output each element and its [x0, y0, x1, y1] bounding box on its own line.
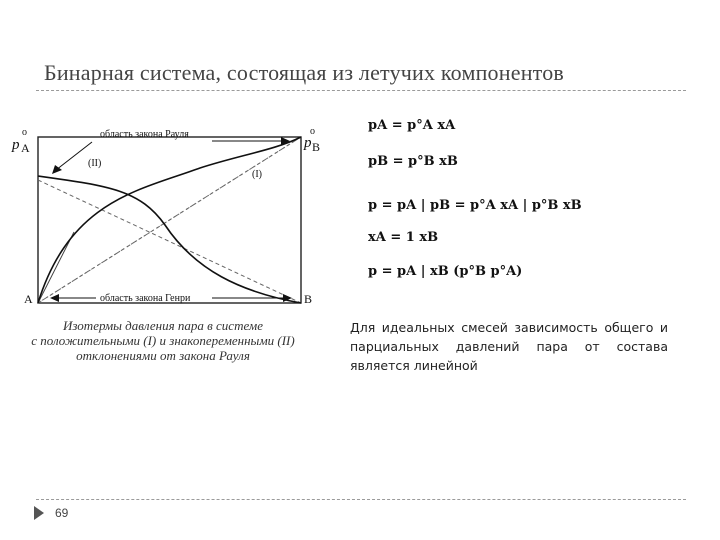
label-pB-deg: o [310, 126, 315, 137]
henry-arrow-left-head [50, 294, 59, 302]
ideal-mixture-note: Для идеальных смесей зависимость общего и парциальных давлений пара от состава является линейной [350, 320, 668, 373]
formula-pA: pA = p°A xA [368, 118, 456, 133]
label-pA: p [12, 137, 20, 153]
label-pA-deg: o [22, 127, 27, 138]
curve-II-pA [38, 176, 301, 303]
label-B: B [304, 292, 313, 306]
slide-title: Бинарная система, состоящая из летучих компонентов [44, 60, 564, 85]
curve-I-label: (I) [252, 169, 262, 180]
henry-region-label: область закона Генри [100, 293, 191, 304]
raoult-region-label: область закона Рауля [100, 129, 189, 140]
page-arrow-icon [34, 506, 44, 520]
caption-line: Изотермы давления пара в системе [63, 318, 263, 333]
curve-II-label: (II) [88, 158, 102, 169]
caption-line: с положительными (I) и знакопеременными (II) [31, 333, 295, 348]
label-pB-sub: B [312, 140, 321, 154]
caption-line: отклонениями от закона Рауля [76, 348, 250, 363]
formula-xA: xA = 1 xB [368, 230, 439, 245]
page-number: 69 [55, 506, 69, 520]
footer-divider [36, 499, 686, 500]
label-pA-sub: A [21, 141, 30, 155]
label-pB: p [304, 135, 312, 151]
raoult-pointer-line [56, 142, 92, 170]
diagram-caption [8, 318, 318, 363]
formula-total: p = pA | pB = p°A xA | p°B xB [368, 198, 582, 213]
ideal-pB-line [38, 137, 301, 303]
ideal-pA-line [38, 180, 301, 303]
formula-pB: pB = p°B xB [368, 154, 458, 169]
vapor-pressure-diagram [0, 0, 330, 320]
label-A: A [24, 292, 33, 306]
formula-total-xB: p = pA | xB (p°B p°A) [368, 264, 523, 279]
